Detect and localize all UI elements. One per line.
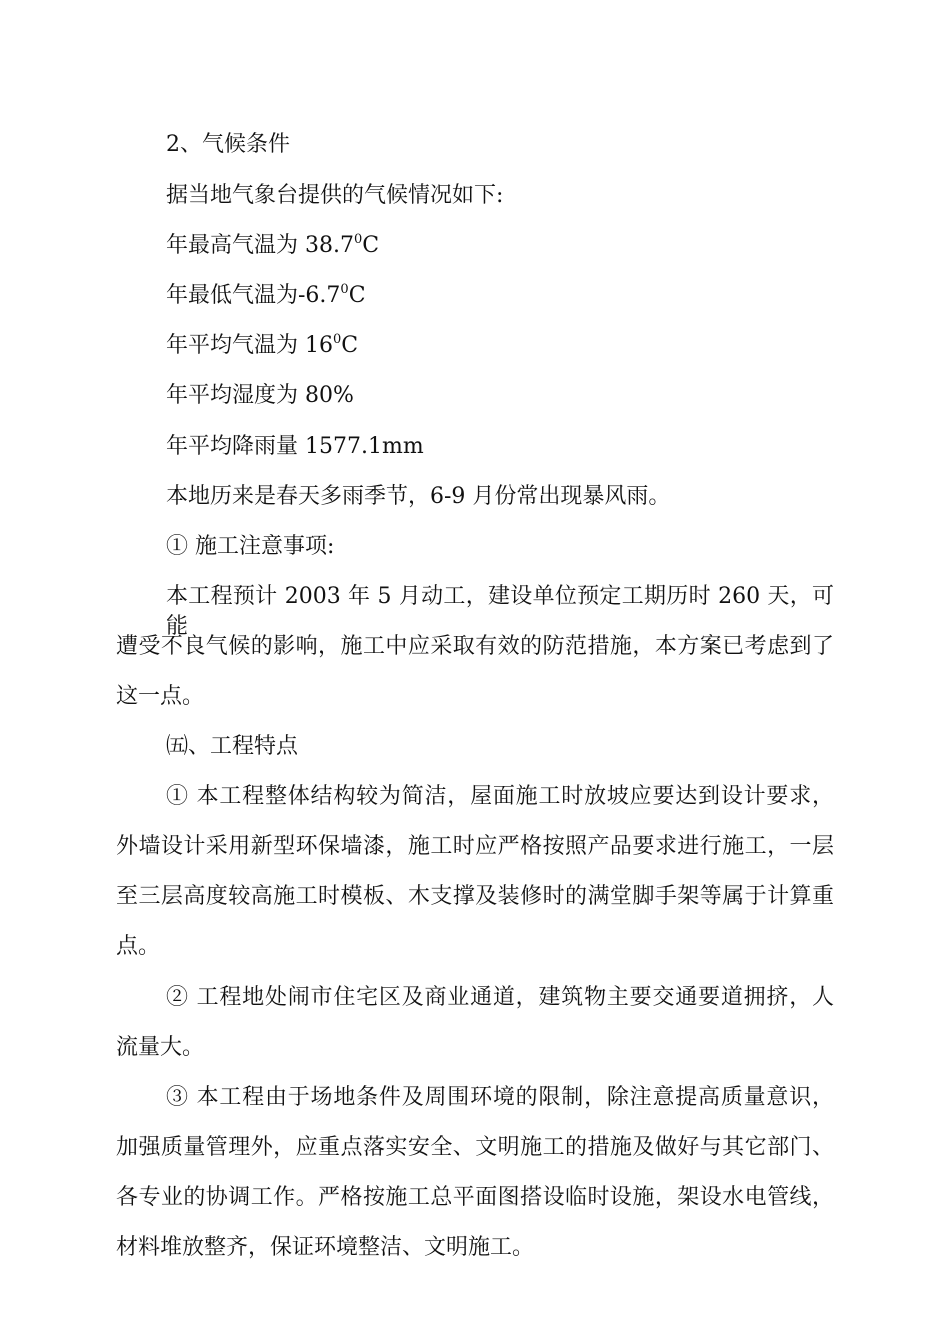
feature-3-line-3: 各专业的协调工作。严格按施工总平面图搭设临时设施，架设水电管线， bbox=[116, 1185, 834, 1210]
max-temp-text: 年最高气温为 38.7 bbox=[166, 233, 354, 258]
rainfall-line: 年平均降雨量 1577.1mm bbox=[166, 434, 424, 459]
rain-season-line: 本地历来是春天多雨季节，6-9 月份常出现暴风雨。 bbox=[166, 484, 671, 509]
notes-paragraph-line-1: 本工程预计 2003 年 5 月动工，建设单位预定工期历时 260 天，可能 bbox=[166, 584, 834, 639]
notes-paragraph-line-2: 遭受不良气候的影响，施工中应采取有效的防范措施，本方案已考虑到了 bbox=[116, 634, 834, 659]
feature-1-line-4: 点。 bbox=[116, 934, 161, 959]
feature-3-line-2: 加强质量管理外，应重点落实安全、文明施工的措施及做好与其它部门、 bbox=[116, 1135, 834, 1160]
notes-paragraph-line-3: 这一点。 bbox=[116, 684, 205, 709]
feature-2-line-1: ② 工程地处闹市住宅区及商业通道，建筑物主要交通要道拥挤，人 bbox=[166, 985, 834, 1010]
avg-temp-degree: 0 bbox=[333, 332, 342, 347]
feature-1-line-1: ① 本工程整体结构较为简洁，屋面施工时放坡应要达到设计要求， bbox=[166, 784, 834, 809]
feature-3-line-1: ③ 本工程由于场地条件及周围环境的限制，除注意提高质量意识， bbox=[166, 1085, 834, 1110]
climate-intro: 据当地气象台提供的气候情况如下: bbox=[166, 183, 504, 208]
heading-climate: 2、气候条件 bbox=[166, 132, 290, 157]
avg-temp-text: 年平均气温为 16 bbox=[166, 333, 333, 358]
min-temp-text: 年最低气温为-6.7 bbox=[166, 283, 341, 308]
max-temperature-line bbox=[0, 231, 950, 261]
feature-1-line-3: 至三层高度较高施工时模板、木支撑及装修时的满堂脚手架等属于计算重 bbox=[116, 884, 834, 909]
min-temp-degree: 0 bbox=[340, 282, 349, 297]
notes-heading: ① 施工注意事项: bbox=[166, 534, 335, 559]
feature-2-line-2: 流量大。 bbox=[116, 1035, 205, 1060]
features-heading: ㈤、工程特点 bbox=[166, 734, 299, 759]
feature-3-line-4: 材料堆放整齐，保证环境整洁、文明施工。 bbox=[116, 1235, 535, 1260]
avg-temperature-line bbox=[0, 331, 950, 361]
max-temp-degree: 0 bbox=[353, 232, 363, 247]
min-temperature-line bbox=[0, 281, 950, 311]
min-temp-unit: C bbox=[348, 283, 366, 308]
max-temp-unit: C bbox=[362, 233, 380, 258]
feature-1-line-2: 外墙设计采用新型环保墙漆，施工时应严格按照产品要求进行施工，一层 bbox=[116, 834, 834, 859]
avg-temp-unit: C bbox=[341, 333, 359, 358]
humidity-line: 年平均湿度为 80% bbox=[166, 383, 354, 408]
